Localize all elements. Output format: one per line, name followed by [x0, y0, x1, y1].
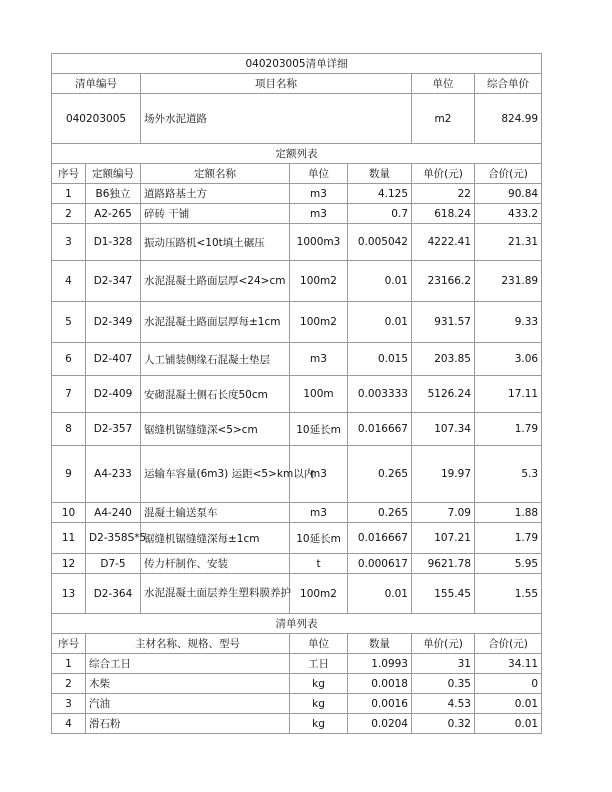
material-total: 0 — [475, 674, 542, 694]
quota-name: 人工铺装侧缘石混凝土垫层 — [141, 343, 290, 376]
quota-name: 水泥混凝土路面层厚每±1cm — [141, 302, 290, 343]
quota-total: 1.79 — [475, 523, 542, 554]
material-no: 2 — [52, 674, 86, 694]
quota-no: 13 — [52, 574, 86, 614]
quota-code: D2-364 — [86, 574, 141, 614]
quota-unit: 1000m3 — [290, 224, 348, 261]
quota-qty: 0.000617 — [348, 554, 412, 574]
quota-price: 22 — [412, 184, 475, 204]
material-unit: 工日 — [290, 654, 348, 674]
quota-row — [52, 204, 542, 224]
material-no: 3 — [52, 694, 86, 714]
quota-header-name: 定额名称 — [141, 164, 290, 184]
material-name: 综合工日 — [86, 654, 290, 674]
quota-qty: 0.265 — [348, 503, 412, 523]
material-price: 4.53 — [412, 694, 475, 714]
quota-row — [52, 343, 542, 376]
quota-qty: 0.003333 — [348, 376, 412, 413]
material-header-name: 主材名称、规格、型号 — [86, 634, 290, 654]
quota-total: 21.31 — [475, 224, 542, 261]
quota-unit: m3 — [290, 204, 348, 224]
material-qty: 0.0016 — [348, 694, 412, 714]
quota-unit: 100m2 — [290, 302, 348, 343]
material-price: 31 — [412, 654, 475, 674]
quota-no: 2 — [52, 204, 86, 224]
quota-name: 锯缝机锯缝缝深<5>cm — [141, 413, 290, 446]
quota-name: 碎砖 干铺 — [141, 204, 290, 224]
quota-row — [52, 302, 542, 343]
quota-name: 水泥混凝土面层养生塑料膜养护 — [141, 574, 290, 614]
quota-total: 9.33 — [475, 302, 542, 343]
material-header-qty: 数量 — [348, 634, 412, 654]
quota-no: 9 — [52, 446, 86, 503]
quota-code: A4-233 — [86, 446, 141, 503]
material-price: 0.32 — [412, 714, 475, 734]
quota-price: 155.45 — [412, 574, 475, 614]
quota-header-unit: 单位 — [290, 164, 348, 184]
quota-code: D1-328 — [86, 224, 141, 261]
bill-unit-header: 单位 — [412, 74, 475, 94]
bill-header-row — [52, 74, 542, 94]
material-row — [52, 714, 542, 734]
quota-total: 231.89 — [475, 261, 542, 302]
quota-header-total: 合价(元) — [475, 164, 542, 184]
quota-section-title-row — [52, 144, 542, 164]
quota-price: 4222.41 — [412, 224, 475, 261]
quota-header-row — [52, 164, 542, 184]
quota-code: A4-240 — [86, 503, 141, 523]
quota-row — [52, 184, 542, 204]
quota-section-title: 定额列表 — [52, 144, 542, 164]
quota-total: 1.55 — [475, 574, 542, 614]
quota-row — [52, 224, 542, 261]
quota-price: 203.85 — [412, 343, 475, 376]
quota-name: 传力杆制作、安装 — [141, 554, 290, 574]
quota-price: 107.21 — [412, 523, 475, 554]
quota-price: 107.34 — [412, 413, 475, 446]
quota-header-no: 序号 — [52, 164, 86, 184]
quota-qty: 4.125 — [348, 184, 412, 204]
material-no: 4 — [52, 714, 86, 734]
material-qty: 0.0018 — [348, 674, 412, 694]
quota-total: 3.06 — [475, 343, 542, 376]
quota-unit: m3 — [290, 343, 348, 376]
quota-unit: 100m — [290, 376, 348, 413]
quota-name: 水泥混凝土路面层厚<24>cm — [141, 261, 290, 302]
quota-unit: m3 — [290, 184, 348, 204]
material-section-title-row — [52, 614, 542, 634]
quota-price: 7.09 — [412, 503, 475, 523]
bill-row — [52, 94, 542, 144]
quota-qty: 0.016667 — [348, 523, 412, 554]
material-no: 1 — [52, 654, 86, 674]
bill-name-header: 项目名称 — [141, 74, 412, 94]
material-row — [52, 674, 542, 694]
material-header-unit: 单位 — [290, 634, 348, 654]
quota-row — [52, 523, 542, 554]
quota-total: 1.79 — [475, 413, 542, 446]
quota-code: D2-349 — [86, 302, 141, 343]
quota-no: 11 — [52, 523, 86, 554]
bill-price: 824.99 — [475, 94, 542, 144]
quota-qty: 0.01 — [348, 261, 412, 302]
quota-name: 混凝土输送泵车 — [141, 503, 290, 523]
quota-price: 931.57 — [412, 302, 475, 343]
quota-unit: m3 — [290, 503, 348, 523]
quota-total: 17.11 — [475, 376, 542, 413]
material-unit: kg — [290, 674, 348, 694]
quota-qty: 0.01 — [348, 302, 412, 343]
quota-no: 8 — [52, 413, 86, 446]
material-name: 滑石粉 — [86, 714, 290, 734]
quota-name: 道路路基土方 — [141, 184, 290, 204]
material-section-title: 清单列表 — [52, 614, 542, 634]
material-name: 木柴 — [86, 674, 290, 694]
quota-no: 10 — [52, 503, 86, 523]
quota-no: 7 — [52, 376, 86, 413]
quota-qty: 0.265 — [348, 446, 412, 503]
quota-total: 1.88 — [475, 503, 542, 523]
quota-code: D2-357 — [86, 413, 141, 446]
quota-price: 19.97 — [412, 446, 475, 503]
quota-qty: 0.016667 — [348, 413, 412, 446]
quota-qty: 0.005042 — [348, 224, 412, 261]
quota-qty: 0.7 — [348, 204, 412, 224]
quota-header-price: 单价(元) — [412, 164, 475, 184]
quota-total: 90.84 — [475, 184, 542, 204]
quota-header-qty: 数量 — [348, 164, 412, 184]
quota-price: 618.24 — [412, 204, 475, 224]
quota-row — [52, 503, 542, 523]
quota-header-code: 定额编号 — [86, 164, 141, 184]
bill-price-header: 综合单价 — [475, 74, 542, 94]
quota-code: D7-5 — [86, 554, 141, 574]
quota-unit: t — [290, 554, 348, 574]
quota-no: 12 — [52, 554, 86, 574]
quota-name: 振动压路机<10t填土碾压 — [141, 224, 290, 261]
quota-no: 5 — [52, 302, 86, 343]
quota-unit: m3 — [290, 446, 348, 503]
quota-price: 23166.2 — [412, 261, 475, 302]
material-header-price: 单价(元) — [412, 634, 475, 654]
material-unit: kg — [290, 714, 348, 734]
quota-unit: 10延长m — [290, 413, 348, 446]
quota-code: D2-407 — [86, 343, 141, 376]
quota-price: 9621.78 — [412, 554, 475, 574]
quota-total: 5.3 — [475, 446, 542, 503]
quota-name: 安砌混凝土侧石长度50cm — [141, 376, 290, 413]
quota-name: 锯缝机锯缝缝深每±1cm — [141, 523, 290, 554]
material-price: 0.35 — [412, 674, 475, 694]
material-qty: 0.0204 — [348, 714, 412, 734]
bill-code-header: 清单编号 — [52, 74, 141, 94]
material-total: 0.01 — [475, 714, 542, 734]
quota-unit: 100m2 — [290, 574, 348, 614]
quota-row — [52, 446, 542, 503]
quota-name: 运输车容量(6m3) 运距<5>km以内 — [141, 446, 290, 503]
material-header-row — [52, 634, 542, 654]
quota-no: 1 — [52, 184, 86, 204]
title-row — [52, 54, 542, 74]
quota-code: D2-358S*5 — [86, 523, 141, 554]
material-row — [52, 654, 542, 674]
quota-code: D2-409 — [86, 376, 141, 413]
quota-unit: 100m2 — [290, 261, 348, 302]
quota-unit: 10延长m — [290, 523, 348, 554]
material-header-no: 序号 — [52, 634, 86, 654]
quota-total: 433.2 — [475, 204, 542, 224]
quota-price: 5126.24 — [412, 376, 475, 413]
quota-code: B6独立 — [86, 184, 141, 204]
quota-qty: 0.015 — [348, 343, 412, 376]
quota-code: A2-265 — [86, 204, 141, 224]
sheet-title: 040203005清单详细 — [52, 54, 542, 74]
bill-code: 040203005 — [52, 94, 141, 144]
material-unit: kg — [290, 694, 348, 714]
quota-row — [52, 574, 542, 614]
quota-code: D2-347 — [86, 261, 141, 302]
quota-row — [52, 413, 542, 446]
quota-total: 5.95 — [475, 554, 542, 574]
quota-no: 3 — [52, 224, 86, 261]
quota-row — [52, 261, 542, 302]
bill-name: 场外水泥道路 — [141, 94, 412, 144]
quota-no: 6 — [52, 343, 86, 376]
bill-unit: m2 — [412, 94, 475, 144]
material-total: 34.11 — [475, 654, 542, 674]
material-header-total: 合价(元) — [475, 634, 542, 654]
bill-detail-table — [51, 53, 542, 734]
material-name: 汽油 — [86, 694, 290, 714]
material-total: 0.01 — [475, 694, 542, 714]
material-row — [52, 694, 542, 714]
quota-row — [52, 554, 542, 574]
material-qty: 1.0993 — [348, 654, 412, 674]
quota-row — [52, 376, 542, 413]
quota-qty: 0.01 — [348, 574, 412, 614]
quota-no: 4 — [52, 261, 86, 302]
